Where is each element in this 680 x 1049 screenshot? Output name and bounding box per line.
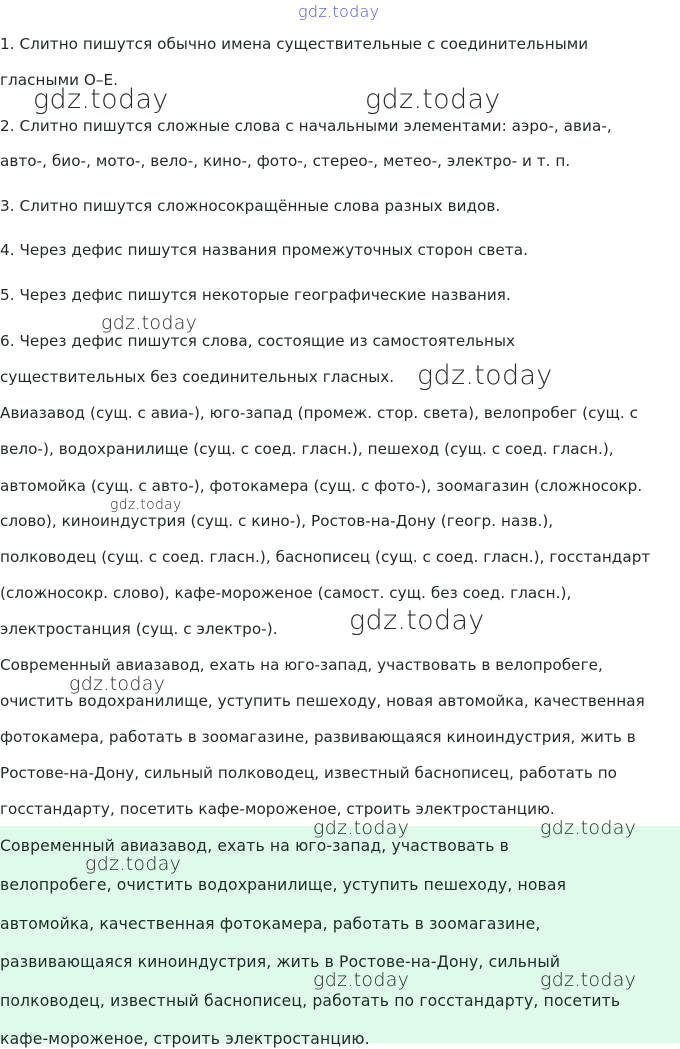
- rule-line: 2. Слитно пишутся сложные слова с начальными элементами: аэро-, авиа-,: [0, 117, 612, 135]
- explanation-line: слово), киноиндустрия (сущ. с кино-), Ростов-на-Дону (геогр. назв.),: [0, 512, 554, 530]
- answer-line: велопробеге, очистить водохранилище, уступить пешеходу, новая: [0, 876, 567, 894]
- explanation-line: автомойка (сущ. с авто-), фотокамера (сущ. с фото-), зоомагазин (сложносокр.: [0, 477, 643, 495]
- phrase-line: очистить водохранилище, уступить пешеходу, новая автомойка, качественная: [0, 692, 645, 710]
- phrase-line: госстандарту, посетить кафе-мороженое, строить электростанцию.: [0, 800, 555, 818]
- explanation-line: Авиазавод (сущ. с авиа-), юго-запад (промеж. стор. света), велопробег (сущ. с: [0, 404, 639, 422]
- rule-line: 6. Через дефис пишутся слова, состоящие из самостоятельных: [0, 332, 516, 350]
- rule-line: 5. Через дефис пишутся некоторые географические названия.: [0, 286, 511, 304]
- rule-line: существительных без соединительных гласных.: [0, 368, 395, 386]
- site-mark-header[interactable]: gdz.today: [298, 2, 380, 21]
- watermark: gdz.today: [349, 605, 485, 636]
- phrase-line: Современный авиазавод, ехать на юго-запад, участвовать в велопробеге,: [0, 656, 603, 674]
- answer-line: автомойка, качественная фотокамера, работать в зоомагазине,: [0, 915, 541, 933]
- explanation-line: (сложносокр. слово), кафе-мороженое (самост. сущ. без соед. гласн.),: [0, 584, 572, 602]
- watermark: gdz.today: [417, 360, 553, 391]
- watermark: gdz.today: [313, 969, 410, 991]
- rule-line: 1. Слитно пишутся обычно имена существительные с соединительными: [0, 35, 589, 53]
- explanation-line: полководец (сущ. с соед. гласн.), баснописец (сущ. с соед. гласн.), госстандарт: [0, 548, 651, 566]
- watermark: gdz.today: [313, 817, 410, 839]
- watermark: gdz.today: [69, 673, 166, 695]
- phrase-line: фотокамера, работать в зоомагазине, развивающаяся киноиндустрия, жить в: [0, 728, 636, 746]
- watermark: gdz.today: [85, 853, 182, 875]
- watermark: gdz.today: [540, 969, 637, 991]
- answer-line: кафе-мороженое, строить электростанцию.: [0, 1030, 370, 1048]
- rule-line: авто-, био-, мото-, вело-, кино-, фото-, стерео-, метео-, электро- и т. п.: [0, 152, 571, 170]
- answer-line: полководец, известный баснописец, работать по госстандарту, посетить: [0, 992, 621, 1010]
- watermark: gdz.today: [540, 817, 637, 839]
- phrase-line: Ростове-на-Дону, сильный полководец, известный баснописец, работать по: [0, 764, 618, 782]
- explanation-line: вело-), водохранилище (сущ. с соед. гласн.), пешеход (сущ. с соед. гласн.),: [0, 440, 614, 458]
- answer-line: Современный авиазавод, ехать на юго-запад, участвовать в: [0, 837, 510, 855]
- rule-line: 3. Слитно пишутся сложносокращённые слова разных видов.: [0, 197, 501, 215]
- rule-line: 4. Через дефис пишутся названия промежуточных сторон света.: [0, 241, 528, 259]
- explanation-line: электростанция (сущ. с электро-).: [0, 620, 278, 638]
- watermark: gdz.today: [101, 312, 198, 334]
- watermark: gdz.today: [365, 84, 501, 115]
- answer-line: развивающаяся киноиндустрия, жить в Ростове-на-Дону, сильный: [0, 953, 561, 971]
- watermark: gdz.today: [110, 497, 182, 513]
- watermark: gdz.today: [33, 84, 169, 115]
- rule-line: гласными О–Е.: [0, 71, 119, 89]
